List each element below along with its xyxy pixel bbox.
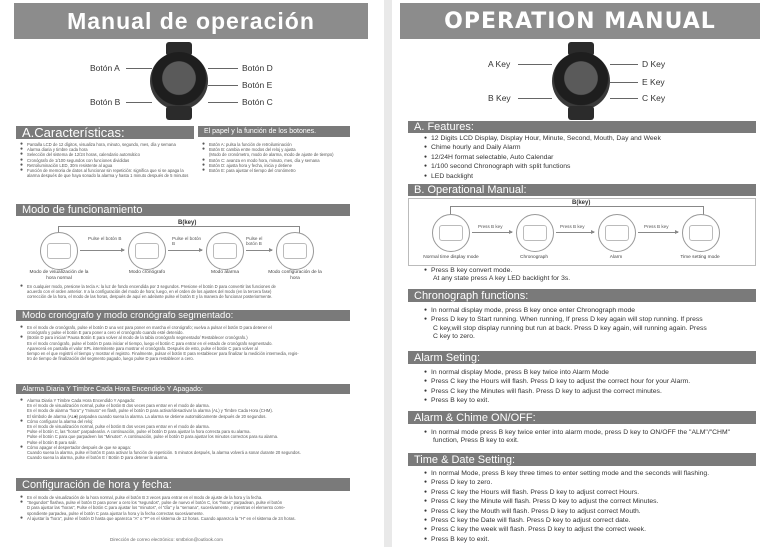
time-heading: Configuración de hora y fecha: <box>16 478 350 491</box>
watch-strap-bottom <box>166 106 192 120</box>
watch-image <box>552 52 610 110</box>
operational-heading: B. Operational Manual: <box>408 184 756 196</box>
leader-line <box>208 85 238 86</box>
mode-watch-setting <box>682 214 720 252</box>
chrono-text: ● In normal display mode, press B key once enter Chronograph mode ● Press D key to Start running. When running, If press D key again will stop running. If press C key,will stop display running but run at back. Press D key again, will running again. Press C key to zero. <box>424 306 758 342</box>
mode-label: Modo alarma <box>211 270 239 275</box>
chime-text: ● In normal mode press B key twice enter into alarm mode, press D key to ON/OFF the "ALM"/"CHM" function, Press B key to exit. <box>424 428 758 446</box>
mode-note: ● En cualquier modo, presione la tecla A: la luz de fondo encendida por 3 segundos. Presione el botón D para convertir las funciones de acuerdo con el orden anterior. Ir a la configuración del modo de hora; luego, en el orden de los ajustes del modo (en la tercera fase) corrección de la hora, el modo de las horas, después de aquí en adelante pulse el botón E y la manera de funcionar posteriormente. <box>20 284 352 300</box>
mode-watch-alarm <box>206 232 244 270</box>
leader-line <box>610 64 638 65</box>
button-b-label: Botón B <box>90 97 121 107</box>
leader-line <box>518 98 552 99</box>
features-heading: A.Características: <box>16 126 194 139</box>
c-key-label: C Key <box>642 93 666 103</box>
english-manual-page <box>392 0 768 547</box>
page-gutter <box>384 0 392 547</box>
time-heading: Time & Date Setting: <box>408 453 756 466</box>
footer-email: Dirección de correo electrónico: smtbrion@outlook.com <box>110 537 223 542</box>
mode-label: Modo de visualización de la hora normal <box>29 270 89 281</box>
button-functions-list: ● Botón A: pulsa la función de retroiluminación ● Botón B: cambia entre modos del reloj y ajusta (Modo de cronómetro, modo de alarma, modo de ajuste de tiempo) ● Botón C: avanza en modo hora, minuto, mes, día y semana ● Botón D: ajusta hora y fecha, inicia y detiene ● Botón E: para ajustar el tiempo del cronómetro <box>202 142 352 173</box>
mode-watch-setting <box>276 232 314 270</box>
mode-watch-chrono <box>128 232 166 270</box>
mode-arrow <box>472 232 512 233</box>
button-d-label: Botón D <box>242 63 273 73</box>
page-title: Manual de operación <box>14 3 368 39</box>
leader-line <box>518 64 552 65</box>
alarm-heading: Alarma Diaria Y Timbre Cada Hora Encendido Y Apagado: <box>16 384 350 394</box>
mode-arrow <box>638 232 678 233</box>
page-title: OPERATION MANUAL <box>400 3 760 39</box>
leader-line <box>208 102 238 103</box>
button-a-label: Botón A <box>90 63 120 73</box>
op-mode-label: Alarm <box>609 255 623 260</box>
mode-loop-line <box>450 206 704 215</box>
features-list: ● 12 Digits LCD Display, Display Hour, Minute, Second, Mouth, Day and Week ● Chime hourly and Daily Alarm ● 12/24H format selectable, Auto Calendar ● 1/100 second Chronograph with split functions ● LED backlight <box>424 134 758 181</box>
op-arrow-label: Press B key <box>644 224 669 229</box>
mode-arrow-label: Pulse el botón B <box>246 236 263 246</box>
mode-label: Modo configuración de la hora <box>268 270 322 281</box>
features-heading: A. Features: <box>408 121 756 133</box>
mode-arrow <box>556 232 594 233</box>
mode-arrow-label: Pulse el botón B <box>172 236 202 246</box>
button-e-label: Botón E <box>242 80 273 90</box>
alarm-text: ● Alarma Diaria Y Timbre Cada Hora Encendido Y Apagado: En el modo de visualización normal, pulse el botón B dos veces para entrar en el modo de alarma. En el modo de alarma "hora" y "minuto" en flash, pulse el botón D para activar/desactivar la alarma (AL) y Timbre Cada Hora (CHM). El símbolo de alarma (AL■) parpadea cuando suena la alarma. La alarma se detiene automáticamente después de 20 segundos. ● Cómo configurar la alarma del reloj: En el modo de visualización normal, pulse el botón B dos veces para entrar en el modo de alarma. Pulse el botón C, las "horas" parpadearán. A continuación, pulse el botón D para ajustar la hora correcta para su alarma. Pulse el botón C para que parpadeen los "Minutos". A continuación, pulse el botón D para ajustar los minutos correctos para su alarma. Pulse el botón B para salir. ● Cómo apagar el despertador después de que se apaga: Cuando suena la alarma, pulse el botón E para activar la función de repetición. 5 minutos después, la alarma volverá a sonar durante 20 segundos. Cuando suena la alarma, pulse el botón E / Botón D para detener la alarma. <box>20 398 352 460</box>
e-key-label: E Key <box>642 77 665 87</box>
d-key-label: D Key <box>642 59 666 69</box>
mode-loop-line <box>58 226 300 235</box>
button-c-label: Botón C <box>242 97 273 107</box>
leader-line <box>208 68 238 69</box>
chime-heading: Alarm & Chime ON/OFF: <box>408 411 756 424</box>
chrono-heading: Chronograph functions: <box>408 289 756 302</box>
op-mode-label: Time setting mode <box>680 255 720 260</box>
alarm-heading: Alarm Seting: <box>408 351 756 364</box>
mode-arrow <box>246 250 272 251</box>
mode-arrow <box>80 250 124 251</box>
b-key-label: B Key <box>488 93 511 103</box>
op-bkey-label: B(key) <box>572 200 591 206</box>
mode-watch-normal <box>40 232 78 270</box>
mode-bkey-label: B(key) <box>178 220 197 226</box>
watch-strap-bottom <box>568 106 594 120</box>
leader-line <box>610 82 638 83</box>
op-mode-label: Chronograph <box>519 255 548 260</box>
mode-arrow <box>168 250 202 251</box>
op-arrow-label: Press B key <box>478 224 503 229</box>
operational-notes: ● Press B key convert mode. At any state press A key LED backlight for 3s. <box>424 266 758 284</box>
alarm-text: ● In normal display Mode, press B key twice into Alarm Mode ● Press C key the Hours will flash. Press D key to adjust the correct hour for your Alarm. ● Press C key the Minutes will flash. Press D key to adjust the correct minutes. ● Press B key to exit. <box>424 368 758 406</box>
mode-label: Modo cronógrafo <box>128 270 166 275</box>
leader-line <box>126 68 152 69</box>
op-arrow-label: Press B key <box>560 224 585 229</box>
watch-image <box>150 52 208 110</box>
time-text: ● In normal Mode, press B key three times to enter setting mode and the seconds will flashing. ● Press D key to zero. ● Press C key the Hours will flash. Press D key to adjust correct Hours. ● Press C key the Minute will flash. Press D key to adjust the correct Minutes. ● Press C key the Mouth will flash. Press D key to adjust correct Mouth. ● Press C key the Date will flash. Press D key to adjust correct date. ● Press C key the week will flash. Press D key to adjust the correct week. ● Press B key to exit. <box>424 469 758 544</box>
leader-line <box>126 102 152 103</box>
time-text: ● En el modo de visualización de la hora normal, pulse el botón B 3 veces para entrar en el modo de ajuste de la hora y la fecha. ● "Segundos" flashea, pulse el botón D para poner a cero los "segundos", pulse de nuevo el botón C, los "horas" parpadean, pulse el botón D para ajustar las "horas", Pulse el botón C para ajustar los "minutos", el "día" y la "semana", sucesivamente, y mientras el elemento corre- spondiente parpadea, pulse el botón C para ajustar la hora y la fecha correctas sucesivamente. ● Al ajustar la "hora", pulse el botón D hasta que aparezca "A" o "P" en el sistema de 12 horas. Cuando aparezca la "H" en el sistema de 24 horas. <box>20 495 352 521</box>
mode-arrow-label: Pulse el botón B <box>88 236 122 241</box>
mode-watch-chrono <box>516 214 554 252</box>
chrono-heading: Modo cronógrafo y modo cronógrafo segmentado: <box>16 310 350 321</box>
features-list: ● Pantalla LCD de 12 dígitos, visualiza hora, minuto, segundo, mes, día y semana ● Alarma diaria y timbre cada hora ● Selección del sistema de 12/24 horas, calendario automático ● Cronógrafo de 1/100 segundos con funciones divididas ● Retroiluminación LED, 30m resistente al agua ● Función de memoria de datos al funcionar sin repetición: significa que si se apaga la alarma después de que haya sonado la alarma y hasta 1 minuto después de 5 minutos <box>20 142 196 178</box>
leader-line <box>610 98 638 99</box>
buttons-heading: El papel y la función de los botones. <box>198 126 350 137</box>
op-mode-label: Normal time display mode <box>423 255 479 260</box>
chrono-text: ● En el modo de cronógrafo, pulse el botón D una vez para poner en marcha el cronógrafo; vuelva a pulsar el botón D para detener el cronógrafo y pulse el botón E para poner a cero el cronógrafo cuando esté detenido. ● (Botón D para iniciar/ Pausa Botón E para volver al modo de la tabla cronógrafo segmentado/ Restablecer cronógrafo.) En el modo cronógrafo, pulse el botón D para iniciar el tiempo, luego el botón C para entrar en el estado de cronógrafo segmentado. Aparecerá en pantalla el valor SPL intermitente para mostrar el cronógrafo. Después de esto, pulse el botón C para volver al tiempo en el que registró el tiempo y mostrar el registro. Finalmente, pulsar el botón E para restablecer para finalizar la medición intermedia, regis- tro de tiempo de finalización del segmento pagado, luego pulse D para restablecer a cero. <box>20 325 352 361</box>
a-key-label: A Key <box>488 59 511 69</box>
mode-watch-alarm <box>598 214 636 252</box>
mode-watch-normal <box>432 214 470 252</box>
modes-heading: Modo de funcionamiento <box>16 204 350 216</box>
